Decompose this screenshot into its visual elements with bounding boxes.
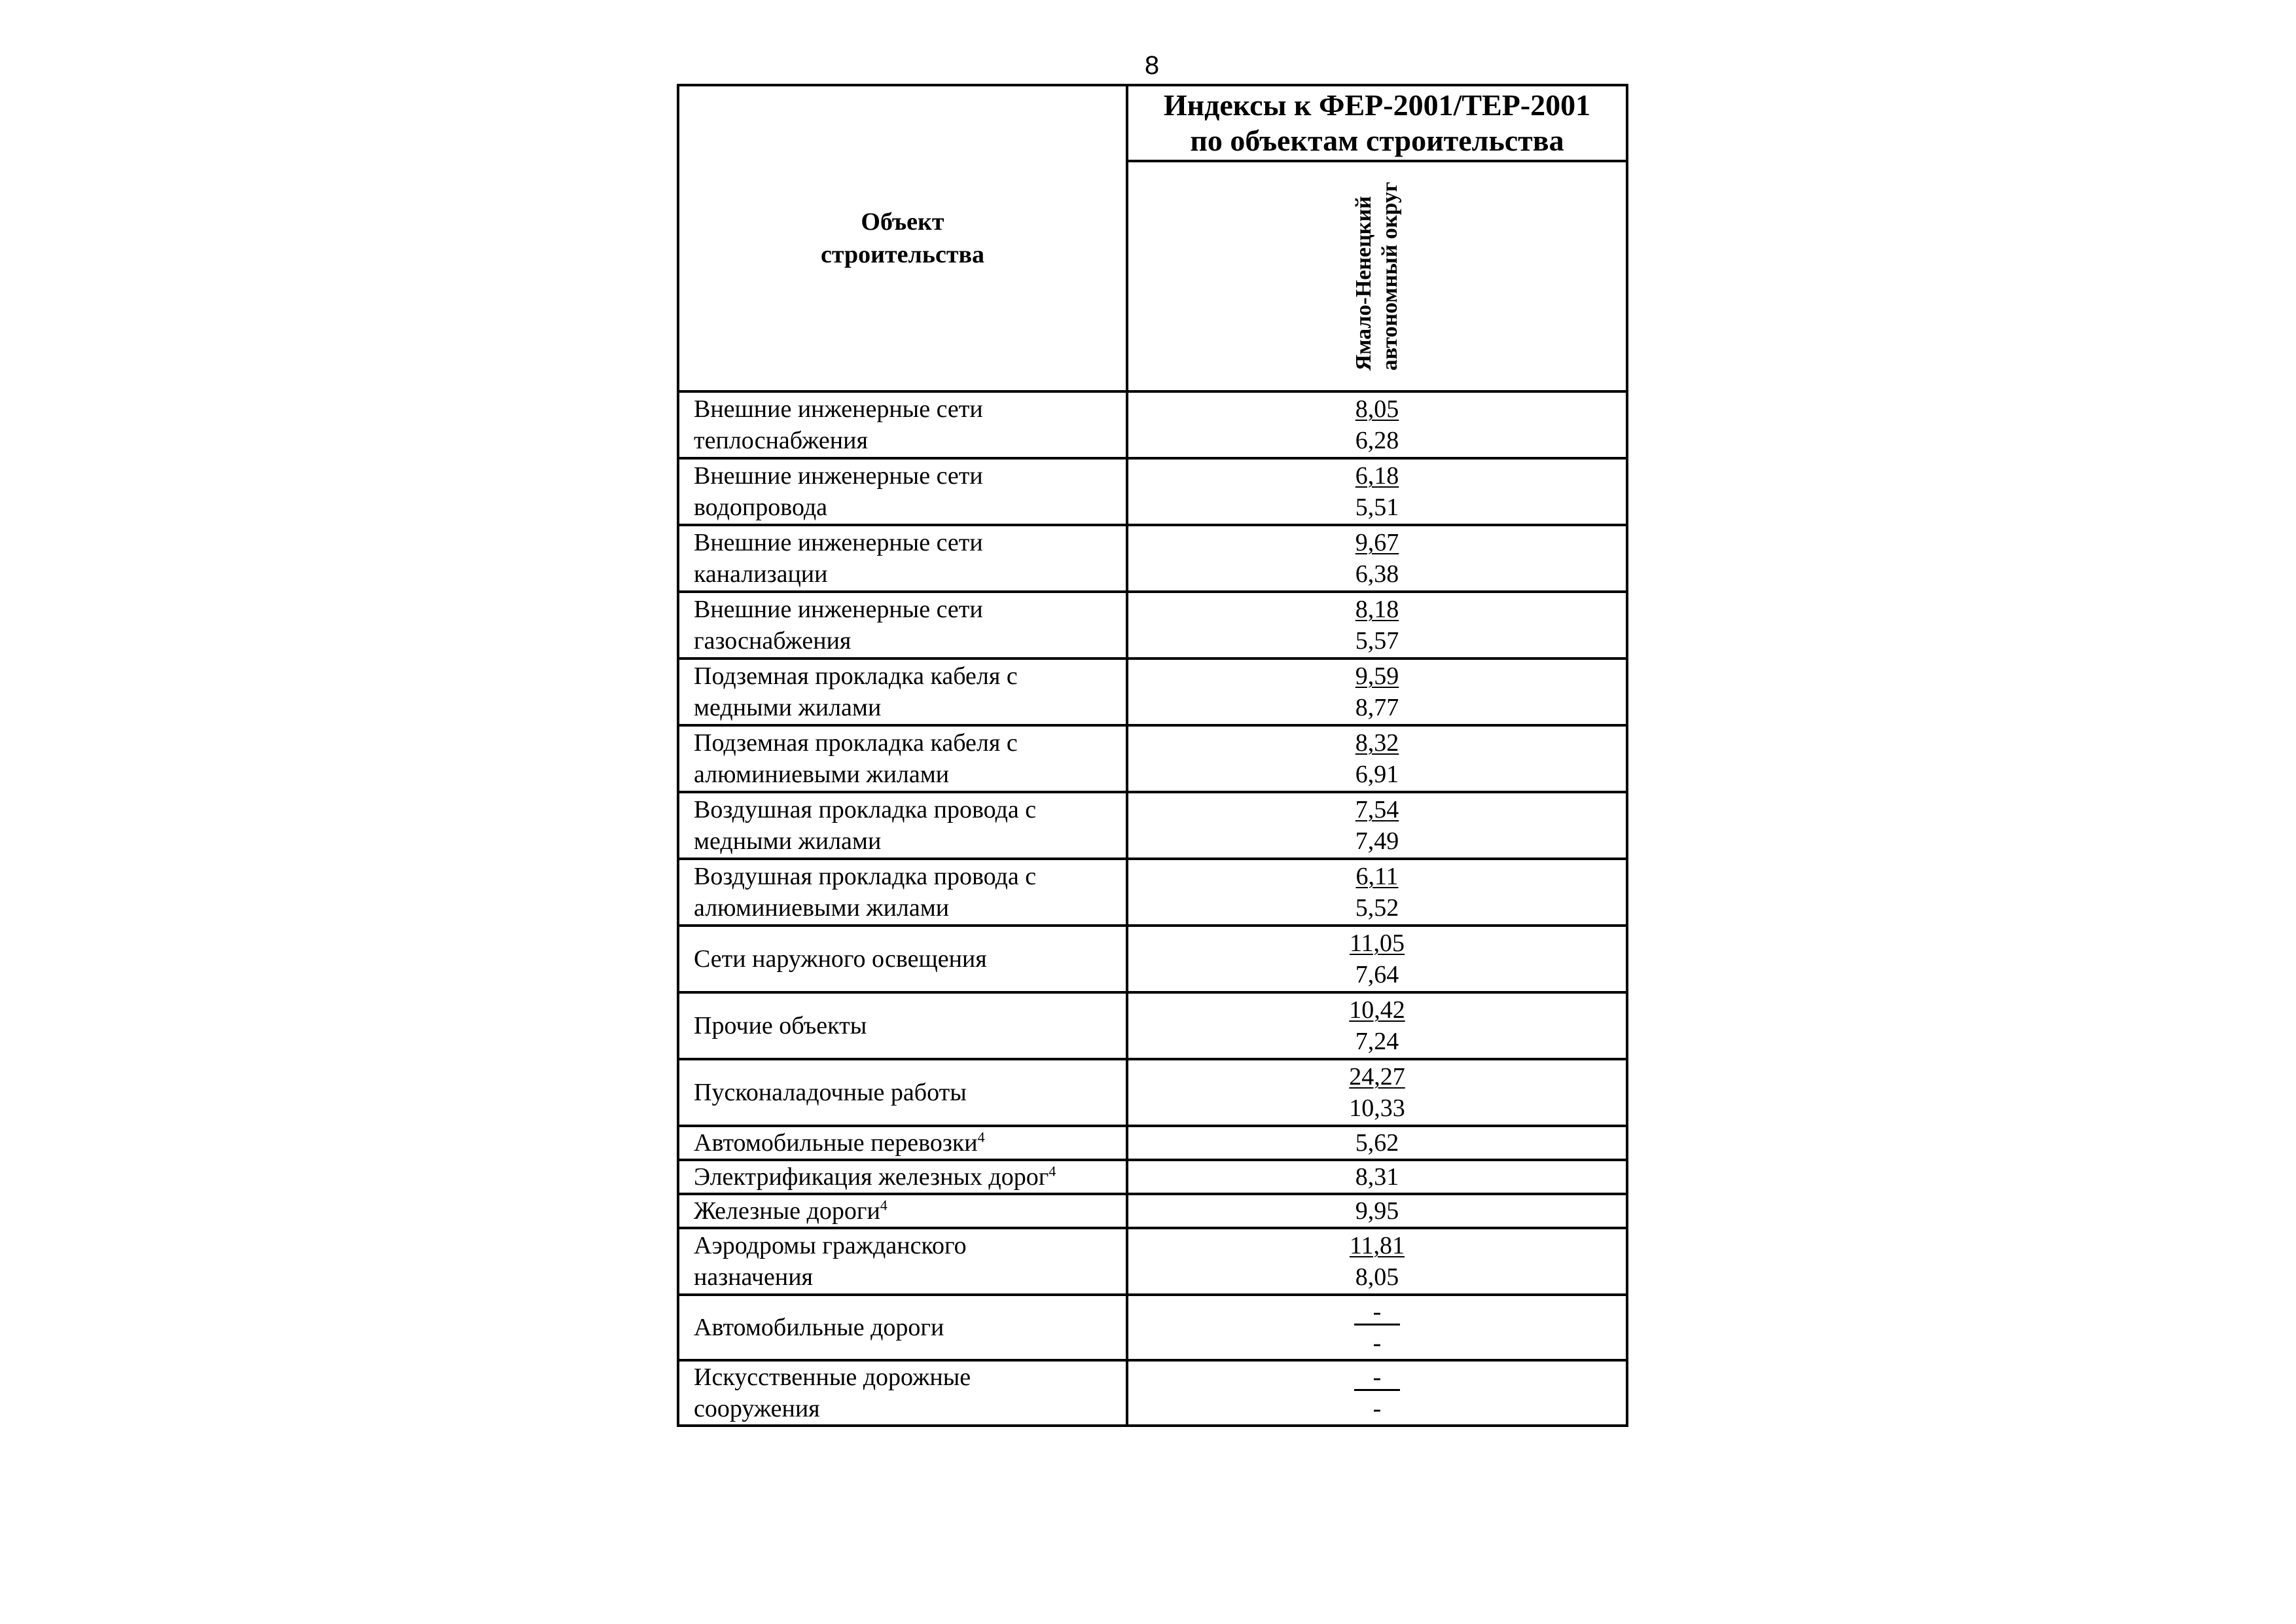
region-line2: автономный округ (1378, 181, 1402, 371)
header-object-line1: Объект (861, 208, 944, 236)
object-line1: Аэродромы гражданского (694, 1232, 967, 1259)
index-value-bottom: - (1372, 1395, 1382, 1422)
object-line2: алюминиевыми жилами (694, 894, 950, 922)
value-cell (1127, 391, 1627, 458)
index-value-bottom: 8,77 (1355, 694, 1399, 721)
object-line2: медными жилами (694, 694, 882, 721)
value-cell (1127, 792, 1627, 859)
header-region-cell (1127, 161, 1627, 391)
header-title-line2: по объектам строительства (1190, 124, 1564, 157)
region-line1: Ямало-Ненецкий (1352, 196, 1376, 371)
object-cell (678, 659, 1127, 725)
object-cell (678, 1228, 1127, 1295)
page-number: 8 (1144, 51, 1160, 80)
value-cell (1127, 1295, 1627, 1360)
object-line1: Сети наружного освещения (694, 945, 987, 973)
object-line2: медными жилами (694, 827, 882, 855)
index-value-bottom: - (1372, 1329, 1382, 1357)
object-line2: алюминиевыми жилами (694, 761, 950, 788)
object-line1: Железные дороги (694, 1197, 880, 1225)
index-value-bottom: 6,91 (1355, 761, 1399, 788)
object-cell (678, 391, 1127, 458)
index-value-top: 24,27 (1349, 1063, 1405, 1091)
index-value-top: 7,54 (1355, 796, 1399, 823)
index-value-top: 11,81 (1349, 1232, 1405, 1259)
value-cell (1127, 992, 1627, 1059)
table-row (678, 1059, 1627, 1126)
footnote-marker: 4 (1049, 1163, 1056, 1180)
header-object-cell (678, 85, 1127, 391)
table-row (678, 391, 1627, 458)
index-value-bottom: 7,24 (1355, 1028, 1399, 1055)
object-line2: теплоснабжения (694, 427, 868, 454)
table-row (678, 725, 1627, 792)
object-cell (678, 1194, 1127, 1228)
object-cell (678, 592, 1127, 659)
object-line1: Внешние инженерные сети (694, 529, 983, 556)
object-cell (678, 1295, 1127, 1360)
index-value-bottom: 8,05 (1355, 1263, 1399, 1291)
table-row (678, 1160, 1627, 1194)
object-line1: Электрификация железных дорог (694, 1163, 1049, 1191)
object-line2: канализации (694, 560, 828, 588)
index-value-bottom: 10,33 (1349, 1094, 1405, 1122)
index-value-bottom: 7,64 (1355, 961, 1399, 988)
value-cell (1127, 859, 1627, 926)
header-title-line1: Индексы к ФЕР-2001/ТЕР-2001 (1163, 88, 1591, 122)
table-row (678, 792, 1627, 859)
object-cell (678, 458, 1127, 525)
object-cell (678, 1059, 1127, 1126)
table-row (678, 458, 1627, 525)
value-cell (1127, 1059, 1627, 1126)
object-line2: сооружения (694, 1395, 820, 1422)
object-line1: Подземная прокладка кабеля с (694, 662, 1018, 690)
object-line1: Внешние инженерные сети (694, 596, 983, 623)
value-cell (1127, 458, 1627, 525)
object-line1: Воздушная прокладка провода с (694, 796, 1037, 823)
table-row (678, 992, 1627, 1059)
object-line1: Автомобильные дороги (694, 1314, 944, 1341)
object-cell (678, 992, 1127, 1059)
index-value: 8,31 (1355, 1163, 1399, 1191)
index-value-top: 9,67 (1355, 529, 1399, 556)
construction-index-table (677, 84, 1628, 1427)
object-line1: Искусственные дорожные (694, 1363, 971, 1391)
header-object-line2: строительства (820, 241, 985, 268)
object-cell (678, 725, 1127, 792)
index-value-bottom: 6,38 (1355, 560, 1399, 588)
index-value: 9,95 (1355, 1197, 1399, 1225)
index-value-top: 10,42 (1349, 996, 1405, 1024)
object-cell (678, 1360, 1127, 1426)
table-row (678, 1360, 1627, 1426)
footnote-marker: 4 (977, 1128, 985, 1146)
table-row (678, 659, 1627, 725)
table-row (678, 1295, 1627, 1360)
value-cell (1127, 1228, 1627, 1295)
value-cell (1127, 1194, 1627, 1228)
object-cell (678, 926, 1127, 992)
table-row (678, 1194, 1627, 1228)
table-row (678, 926, 1627, 992)
value-cell (1127, 1126, 1627, 1160)
index-value: 5,62 (1355, 1129, 1399, 1157)
object-line1: Воздушная прокладка провода с (694, 863, 1037, 890)
table-row (678, 1126, 1627, 1160)
index-value-bottom: 5,57 (1355, 627, 1399, 655)
table-row (678, 1228, 1627, 1295)
index-value-top: 8,32 (1355, 729, 1399, 757)
value-cell (1127, 1360, 1627, 1426)
index-value-top: 11,05 (1349, 929, 1405, 957)
index-value-bottom: 6,28 (1355, 427, 1399, 454)
object-line1: Внешние инженерные сети (694, 395, 983, 423)
region-label (1351, 182, 1403, 371)
index-value-bottom: 7,49 (1355, 827, 1399, 855)
value-cell (1127, 1160, 1627, 1194)
footnote-marker: 4 (880, 1197, 888, 1214)
object-cell (678, 792, 1127, 859)
object-line2: газоснабжения (694, 627, 852, 655)
object-cell (678, 1160, 1127, 1194)
object-line2: водопровода (694, 494, 828, 521)
object-cell (678, 1126, 1127, 1160)
object-line1: Автомобильные перевозки (694, 1129, 978, 1157)
table-row (678, 859, 1627, 926)
index-value-top: 9,59 (1355, 662, 1399, 690)
object-line1: Прочие объекты (694, 1012, 867, 1039)
index-value-top: 8,18 (1355, 596, 1399, 623)
value-cell (1127, 525, 1627, 592)
object-line2: назначения (694, 1263, 814, 1291)
table-row (678, 525, 1627, 592)
object-line1: Внешние инженерные сети (694, 462, 983, 490)
index-value-top: - (1354, 1300, 1400, 1326)
object-line1: Подземная прокладка кабеля с (694, 729, 1018, 757)
index-value-top: 6,18 (1355, 462, 1399, 490)
object-cell (678, 859, 1127, 926)
value-cell (1127, 926, 1627, 992)
table-row (678, 592, 1627, 659)
index-value-top: - (1354, 1365, 1400, 1391)
index-value-top: 8,05 (1355, 395, 1399, 423)
object-line1: Пусконаладочные работы (694, 1079, 967, 1106)
index-value-top: 6,11 (1355, 863, 1399, 890)
value-cell (1127, 725, 1627, 792)
index-value-bottom: 5,51 (1355, 494, 1399, 521)
header-title-cell (1127, 85, 1627, 161)
value-cell (1127, 592, 1627, 659)
index-value-bottom: 5,52 (1355, 894, 1399, 922)
value-cell (1127, 659, 1627, 725)
object-cell (678, 525, 1127, 592)
